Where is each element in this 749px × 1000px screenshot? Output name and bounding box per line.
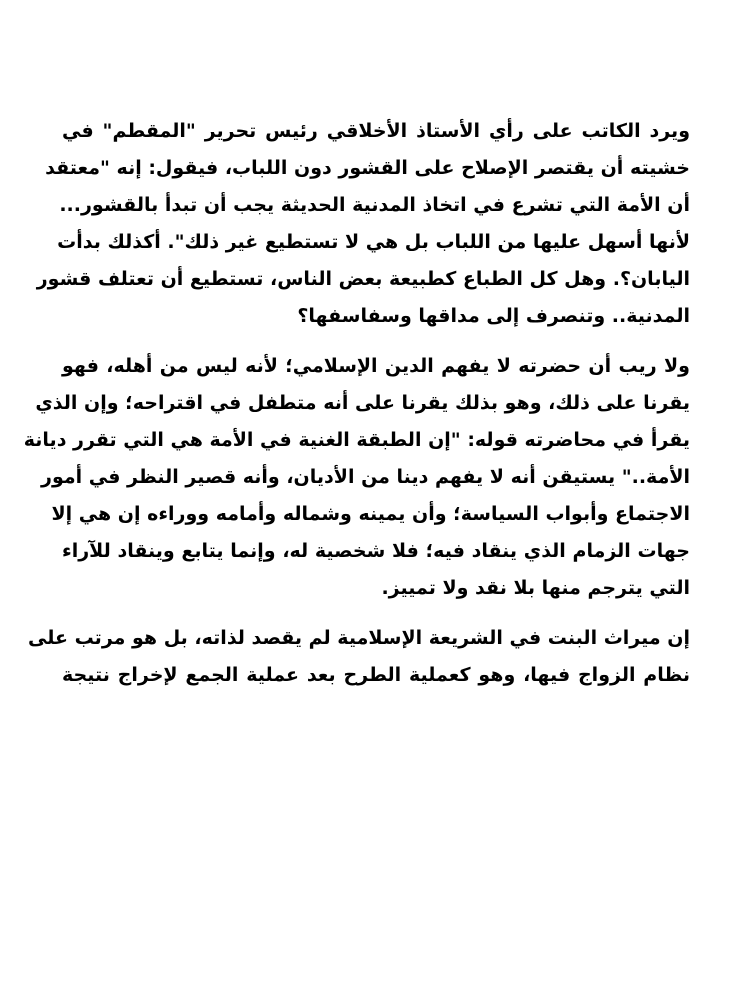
text-line: المدنية.. وتنصرف إلى مداقها وسفاسفها؟	[297, 305, 690, 327]
text-line: لأنها أسهل عليها من اللباب بل هي لا تستطيع غير ذلك". أكذلك بدأت	[57, 231, 690, 253]
document-page	[23, 113, 690, 707]
paragraph-1	[36, 113, 690, 335]
text-line: نظام الزواج فيها، وهو كعملية الطرح بعد عملية الجمع لإخراج نتيجة	[62, 664, 690, 686]
text-line: ولا ريب أن حضرته لا يفهم الدين الإسلامي؛ لأنه ليس من أهله، فهو	[62, 355, 690, 377]
text-line: جهات الزمام الذي ينقاد فيه؛ فلا شخصية له، وإنما يتابع وينقاد للآراء	[62, 540, 690, 562]
text-line: التي يترجم منها بلا نقد ولا تمييز.	[381, 577, 690, 599]
text-line: خشيته أن يقتصر الإصلاح على القشور دون اللباب، فيقول: إنه "معتقد	[45, 157, 690, 179]
text-line: الأمة.." يستيقن أنه لا يفهم دينا من الأديان، وأنه قصير النظر في أمور	[41, 466, 690, 488]
text-line: اليابان؟. وهل كل الطباع كطبيعة بعض الناس، تستطيع أن تعتلف قشور	[36, 268, 690, 290]
text-line: الاجتماع وأبواب السياسة؛ وأن يمينه وشماله وأمامه ووراءه إن هي إلا	[51, 503, 690, 525]
text-line: أن الأمة التي تشرع في اتخاذ المدنية الحديثة يجب أن تبدأ بالقشور...	[59, 194, 690, 216]
paragraph-3	[28, 620, 690, 694]
paragraph-2	[23, 348, 690, 607]
text-line: يقرنا على ذلك، وهو بذلك يقرنا على أنه متطفل في اقتراحه؛ وإن الذي	[35, 392, 690, 414]
text-line: ويرد الكاتب على رأي الأستاذ الأخلاقي رئيس تحرير "المقطم" في	[62, 120, 690, 142]
text-line: يقرأ في محاضرته قوله: "إن الطبقة الغنية في الأمة هي التي تقرر ديانة	[23, 429, 690, 451]
text-line: إن ميراث البنت في الشريعة الإسلامية لم يقصد لذاته، بل هو مرتب على	[28, 627, 690, 649]
